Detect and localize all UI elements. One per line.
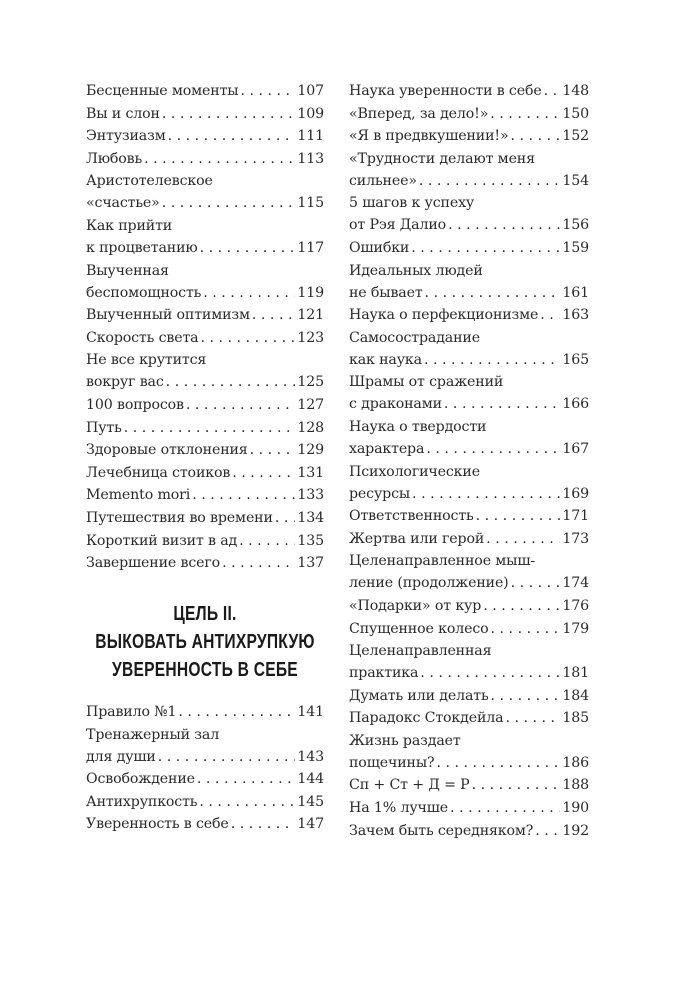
dot-leader — [424, 349, 560, 371]
toc-entry-line — [86, 439, 324, 461]
dot-leader — [186, 394, 295, 416]
toc-entry-title-line: «Трудности делают меня — [349, 150, 535, 167]
toc-entry-line — [349, 595, 589, 617]
toc-entry-title: для души — [86, 748, 156, 765]
toc-entry[interactable] — [349, 505, 589, 527]
dot-leader — [168, 125, 296, 147]
dot-leader — [491, 685, 561, 707]
toc-entry[interactable] — [86, 791, 324, 813]
toc-entry-title: «Вперед, за дело!» — [349, 105, 489, 122]
toc-entry-line — [349, 214, 589, 236]
toc-entry-page-number: 125 — [297, 374, 324, 391]
toc-entry-line — [86, 304, 324, 326]
toc-entry-line — [86, 103, 324, 125]
toc-entry-title: сильнее» — [349, 172, 417, 189]
toc-entry-title: Лечебница стоиков — [86, 464, 231, 481]
toc-entry[interactable] — [349, 237, 589, 259]
toc-entry-title: «счастье» — [86, 195, 160, 212]
toc-entry-title: Наука о перфекционизме — [349, 307, 539, 324]
toc-entry-page-number: 143 — [297, 748, 324, 765]
dot-leader — [412, 483, 560, 505]
toc-entry-title: ресурсы — [349, 485, 411, 502]
dot-leader — [144, 148, 295, 170]
toc-entry[interactable] — [349, 461, 589, 505]
toc-entry-page-number: 192 — [562, 822, 589, 839]
dot-leader — [200, 237, 296, 259]
toc-entry-title: от Рэя Далио — [349, 217, 447, 234]
dot-leader — [275, 507, 296, 529]
toc-entry[interactable] — [349, 260, 589, 304]
toc-entry-title: Завершение всего — [86, 555, 221, 572]
toc-entry-title: не бывает — [349, 284, 423, 301]
toc-entry[interactable] — [86, 417, 324, 439]
toc-entry-line — [86, 417, 324, 439]
toc-entry-page-number: 141 — [297, 704, 324, 721]
toc-entry-title: Спущенное колесо — [349, 620, 489, 637]
toc-entry[interactable] — [349, 595, 589, 617]
toc-entry[interactable] — [86, 701, 324, 723]
toc-entry-title-line: Психологические — [349, 463, 480, 480]
toc-entry-title: Зачем быть середняком? — [349, 822, 534, 839]
toc-entry-page-number: 134 — [297, 509, 324, 526]
toc-entry-title-line: 5 шагов к успеху — [349, 195, 475, 212]
toc-entry-page-number: 117 — [297, 239, 324, 256]
dot-leader — [511, 572, 561, 594]
toc-entry-page-number: 166 — [562, 396, 589, 413]
toc-entry-page-number: 150 — [562, 105, 589, 122]
section-heading-line: ЦЕЛЬ II. — [173, 603, 237, 626]
toc-entry-page-number: 167 — [562, 440, 589, 457]
toc-entry-page-number: 137 — [297, 555, 324, 572]
toc-entry[interactable] — [349, 125, 589, 147]
toc-entry-title: Бесценные моменты — [86, 83, 239, 99]
dot-leader — [232, 462, 295, 484]
toc-entry-line — [86, 701, 324, 723]
dot-leader — [540, 304, 560, 326]
dot-leader — [203, 282, 295, 304]
toc-entry-title: Уверенность в себе — [86, 816, 229, 833]
dot-leader — [411, 237, 560, 259]
dot-leader — [444, 393, 560, 415]
dot-leader — [505, 707, 560, 729]
toc-entry-title: «Подарки» от кур — [349, 597, 482, 614]
toc-entry-page-number: 176 — [562, 597, 589, 614]
toc-entry[interactable] — [349, 820, 589, 842]
toc-entry-title: Путешествия во времени — [86, 509, 273, 526]
dot-leader — [231, 813, 296, 835]
dot-leader — [250, 439, 296, 461]
toc-entry-title: к процветанию — [86, 239, 198, 256]
toc-entry[interactable] — [86, 394, 324, 416]
toc-entry-page-number: 107 — [297, 83, 324, 99]
toc-entry-page-number: 171 — [562, 508, 589, 525]
toc-entry[interactable] — [349, 528, 589, 550]
toc-right-column — [349, 80, 589, 842]
toc-entry-line — [86, 327, 324, 349]
section-heading-line: УВЕРЕННОСТЬ В СЕБЕ — [112, 659, 298, 682]
toc-entry-title: Энтузиазм — [86, 128, 166, 145]
toc-entry-line — [349, 528, 589, 550]
toc-entry[interactable] — [86, 304, 324, 326]
dot-leader — [158, 746, 296, 768]
toc-entry[interactable] — [86, 813, 324, 835]
toc-entry-line — [86, 484, 324, 506]
toc-entry-page-number: 188 — [562, 777, 589, 794]
toc-entry-line — [349, 483, 589, 505]
toc-entry-title-line: Жизнь раздает — [349, 732, 461, 749]
toc-entry[interactable] — [349, 416, 589, 460]
dot-leader — [200, 327, 295, 349]
toc-entry-line — [349, 797, 589, 819]
toc-left-list — [86, 80, 324, 574]
toc-entry-line — [86, 552, 324, 574]
toc-entry-title: Короткий визит в ад — [86, 532, 238, 549]
toc-entry-title: Путь — [86, 419, 122, 436]
toc-entry[interactable] — [86, 462, 324, 484]
toc-entry-title: Любовь — [86, 150, 143, 167]
toc-entry-page-number: 185 — [562, 710, 589, 727]
toc-entry-title: Думать или делать — [349, 687, 489, 704]
toc-entry-title-line: Выученная — [86, 262, 169, 279]
toc-entry-line — [86, 768, 324, 790]
toc-entry-line — [86, 746, 324, 768]
dot-leader — [420, 662, 560, 684]
toc-entry-page-number: 131 — [297, 464, 324, 481]
toc-entry-page-number: 133 — [297, 487, 324, 504]
dot-leader — [472, 774, 561, 796]
toc-entry[interactable] — [86, 215, 324, 259]
toc-entry-page-number: 165 — [562, 351, 589, 368]
toc-entry[interactable] — [86, 125, 324, 147]
toc-entry[interactable] — [349, 80, 589, 102]
dot-leader — [178, 701, 295, 723]
toc-entry-title: беспомощность — [86, 284, 202, 301]
toc-entry-line — [349, 752, 589, 774]
toc-entry[interactable] — [349, 685, 589, 707]
toc-entry-title: пощечины? — [349, 754, 435, 771]
dot-leader — [197, 768, 295, 790]
toc-entry-line — [86, 813, 324, 835]
toc-entry[interactable] — [349, 304, 589, 326]
toc-entry[interactable] — [86, 484, 324, 506]
toc-entry[interactable] — [86, 148, 324, 170]
toc-entry-page-number: 109 — [297, 105, 324, 122]
toc-entry-page-number: 186 — [562, 754, 589, 771]
toc-entry-line — [86, 192, 324, 214]
toc-entry-title: Memento mori — [86, 487, 191, 504]
dot-leader — [166, 371, 296, 393]
toc-entry-title-line: Наука о твердости — [349, 418, 487, 435]
dot-leader — [544, 80, 561, 102]
toc-entry[interactable] — [349, 797, 589, 819]
toc-entry-title: На 1% лучше — [349, 800, 449, 817]
dot-leader — [239, 530, 295, 552]
toc-entry-title: Ошибки — [349, 239, 410, 256]
toc-entry-page-number: 163 — [562, 307, 589, 324]
toc-entry-line — [349, 103, 589, 125]
toc-entry[interactable] — [86, 80, 324, 102]
dot-leader — [199, 791, 295, 813]
section-heading — [81, 600, 329, 684]
dot-leader — [425, 282, 561, 304]
dot-leader — [426, 438, 560, 460]
toc-entry[interactable] — [349, 618, 589, 640]
toc-entry-page-number: 152 — [562, 128, 589, 145]
toc-entry-line — [349, 170, 589, 192]
toc-left-column — [86, 80, 324, 836]
toc-entry-page-number: 156 — [562, 217, 589, 234]
toc-entry-title: Сп + Ст + Д = Р — [349, 777, 470, 794]
toc-entry-title: 100 вопросов — [86, 396, 184, 413]
toc-entry-page-number: 121 — [297, 307, 324, 324]
toc-entry-page-number: 154 — [562, 172, 589, 189]
toc-entry-title: Скорость света — [86, 329, 199, 346]
toc-entry-page-number: 123 — [297, 329, 324, 346]
toc-entry-line — [86, 371, 324, 393]
toc-entry[interactable] — [86, 768, 324, 790]
dot-leader — [124, 417, 296, 439]
toc-entry-line — [86, 148, 324, 170]
toc-entry-page-number: 128 — [297, 419, 324, 436]
toc-entry-page-number: 111 — [297, 128, 324, 145]
toc-entry-title: «Я в предвкушении!» — [349, 128, 509, 145]
toc-entry-line — [86, 530, 324, 552]
toc-entry-line — [349, 820, 589, 842]
dot-leader — [450, 797, 560, 819]
toc-entry-line — [349, 662, 589, 684]
toc-entry[interactable] — [349, 103, 589, 125]
toc-entry[interactable] — [86, 170, 324, 214]
toc-entry-line — [86, 80, 324, 102]
toc-left-list-2 — [86, 701, 324, 835]
toc-entry[interactable] — [349, 707, 589, 729]
toc-entry-page-number: 119 — [297, 284, 324, 301]
dot-leader — [252, 304, 295, 326]
toc-entry[interactable] — [86, 327, 324, 349]
toc-entry-page-number: 190 — [562, 800, 589, 817]
dot-leader — [490, 103, 560, 125]
toc-entry-page-number: 179 — [562, 620, 589, 637]
toc-entry-title: Антихрупкость — [86, 793, 198, 810]
toc-entry[interactable] — [86, 530, 324, 552]
dot-leader — [419, 170, 560, 192]
toc-entry-line — [349, 707, 589, 729]
toc-entry-page-number: 173 — [562, 530, 589, 547]
toc-entry-title: как наука — [349, 351, 422, 368]
toc-entry[interactable] — [86, 439, 324, 461]
toc-entry-title: Освобождение — [86, 771, 195, 788]
toc-entry-title: Наука уверенности в себе — [349, 83, 542, 99]
toc-entry-line — [349, 393, 589, 415]
toc-entry-page-number: 147 — [297, 816, 324, 833]
toc-entry-title: Парадокс Стокдейла — [349, 710, 504, 727]
toc-entry-title: ление (продолжение) — [349, 575, 509, 592]
toc-entry-title-line: Шрамы от сражений — [349, 374, 504, 391]
toc-entry-title: характера — [349, 440, 425, 457]
toc-entry-page-number: 181 — [562, 665, 589, 682]
toc-entry-page-number: 161 — [562, 284, 589, 301]
dot-leader — [162, 192, 296, 214]
dot-leader — [448, 214, 560, 236]
toc-entry-line — [349, 685, 589, 707]
toc-entry-line — [349, 282, 589, 304]
toc-entry-title: Жертва или герой — [349, 530, 485, 547]
dot-leader — [486, 528, 560, 550]
toc-entry-title-line: Целенаправленное мыш- — [349, 553, 536, 570]
toc-entry-page-number: 129 — [297, 442, 324, 459]
dot-leader — [436, 752, 560, 774]
toc-entry-line — [349, 438, 589, 460]
toc-entry-line — [86, 507, 324, 529]
toc-entry[interactable] — [349, 327, 589, 371]
toc-entry-line — [349, 80, 589, 102]
toc-entry-line — [86, 237, 324, 259]
toc-entry-page-number: 159 — [562, 239, 589, 256]
toc-entry-title: практика — [349, 665, 419, 682]
toc-entry-line — [349, 774, 589, 796]
toc-entry-line — [86, 282, 324, 304]
section-heading-line: ВЫКОВАТЬ АНТИХРУПКУЮ — [95, 631, 315, 654]
toc-entry-line — [349, 505, 589, 527]
toc-entry-line — [349, 304, 589, 326]
toc-entry-line — [349, 349, 589, 371]
toc-entry-line — [86, 462, 324, 484]
toc-entry[interactable] — [349, 730, 589, 774]
toc-entry[interactable] — [86, 103, 324, 125]
toc-right-list — [349, 80, 589, 842]
dot-leader — [511, 125, 561, 147]
toc-entry[interactable] — [349, 192, 589, 236]
toc-entry-title: Здоровые отклонения — [86, 442, 248, 459]
dot-leader — [476, 505, 561, 527]
dot-leader — [535, 820, 560, 842]
dot-leader — [192, 484, 295, 506]
toc-entry-line — [86, 394, 324, 416]
toc-entry-page-number: 145 — [297, 793, 324, 810]
toc-entry-line — [349, 618, 589, 640]
toc-entry-page-number: 113 — [297, 150, 324, 167]
toc-entry-page-number: 135 — [297, 532, 324, 549]
toc-entry[interactable] — [86, 507, 324, 529]
toc-entry-title: Вы и слон — [86, 105, 160, 122]
toc-entry[interactable] — [349, 148, 589, 192]
toc-entry-title-line: Целенаправленная — [349, 643, 492, 660]
toc-entry[interactable] — [86, 260, 324, 304]
toc-entry-title: вокруг вас — [86, 374, 164, 391]
toc-entry-title: Выученный оптимизм — [86, 307, 250, 324]
toc-entry[interactable] — [86, 552, 324, 574]
toc-entry-line — [86, 125, 324, 147]
toc-entry-line — [349, 125, 589, 147]
toc-entry-title-line: Тренажерный зал — [86, 726, 220, 743]
toc-entry-title: Правило №1 — [86, 704, 177, 721]
toc-entry[interactable] — [349, 640, 589, 684]
toc-entry-title-line: Не все крутится — [86, 352, 207, 369]
toc-entry-title: Ответственность — [349, 508, 474, 525]
toc-entry[interactable] — [349, 371, 589, 415]
toc-entry-title-line: Как прийти — [86, 217, 173, 234]
toc-entry-page-number: 148 — [562, 83, 589, 99]
toc-entry-page-number: 169 — [562, 485, 589, 502]
toc-entry[interactable] — [349, 550, 589, 594]
toc-entry-line — [349, 237, 589, 259]
dot-leader — [222, 552, 295, 574]
toc-entry-page-number: 184 — [562, 687, 589, 704]
toc-entry-title: с драконами — [349, 396, 442, 413]
toc-entry-page-number: 127 — [297, 396, 324, 413]
toc-entry-page-number: 144 — [297, 771, 324, 788]
toc-entry[interactable] — [86, 349, 324, 393]
dot-leader — [162, 103, 296, 125]
toc-entry[interactable] — [86, 724, 324, 768]
dot-leader — [491, 618, 561, 640]
toc-entry-line — [86, 791, 324, 813]
toc-entry-page-number: 115 — [297, 195, 324, 212]
toc-entry[interactable] — [349, 774, 589, 796]
toc-entry-title-line: Идеальных людей — [349, 262, 483, 279]
toc-entry-page-number: 174 — [562, 575, 589, 592]
dot-leader — [240, 80, 295, 102]
toc-entry-title-line: Самосострадание — [349, 329, 480, 346]
dot-leader — [483, 595, 560, 617]
toc-entry-line — [349, 572, 589, 594]
toc-entry-title-line: Аристотелевское — [86, 173, 213, 190]
